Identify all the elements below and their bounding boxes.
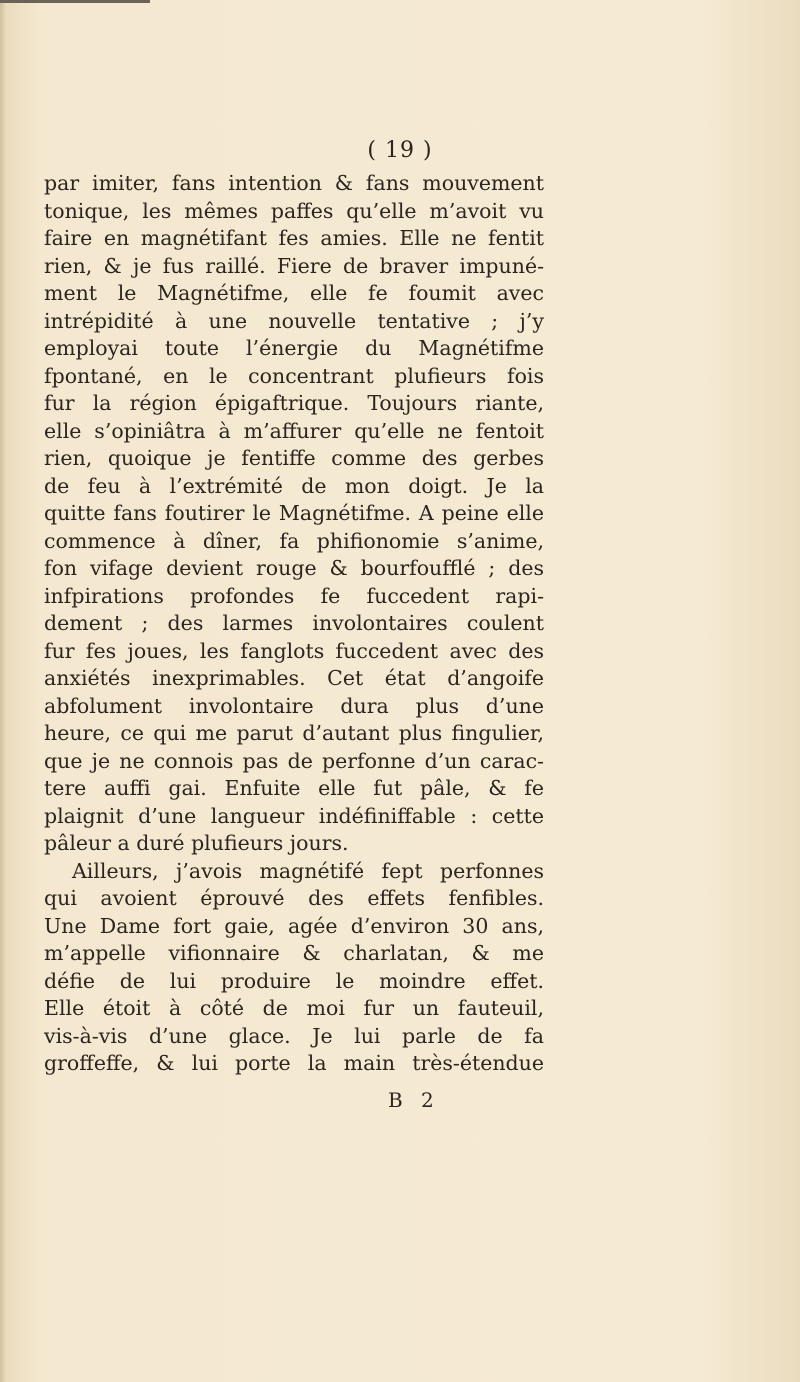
- text-line: infpirations profondes fe fuccedent rapi-: [44, 583, 544, 608]
- text-line: commence à dîner, fa phifionomie s’anime,: [44, 528, 544, 553]
- text-line: Elle étoit à côté de moi fur un fauteuil,: [44, 996, 544, 1020]
- text-line: faire en magnétifant fes amies. Elle ne fentit: [44, 226, 544, 250]
- text-line: intrépidité à une nouvelle tentative ; j’y: [44, 308, 544, 333]
- text-line: que je ne connois pas de perfonne d’un carac-: [44, 748, 544, 773]
- text-line: qui avoient éprouvé des effets fenfibles.: [44, 886, 544, 910]
- text-line: tonique, les mêmes paffes qu’elle m’avoit vu: [44, 198, 544, 223]
- text-line: fur fes joues, les fanglots fuccedent avec des: [44, 638, 544, 663]
- text-line: groffeffe, & lui porte la main très-étendue: [44, 1051, 544, 1075]
- text-line: rien, & je fus raillé. Fiere de braver impuné-: [44, 253, 544, 278]
- top-rule: [0, 0, 150, 3]
- text-line: par imiter, fans intention & fans mouvement: [44, 171, 544, 195]
- text-line: de feu à l’extrémité de mon doigt. Je la: [44, 473, 544, 498]
- body-text: [44, 170, 544, 1078]
- text-line: rien, quoique je fentiffe comme des gerbes: [44, 446, 544, 470]
- text-line: défie de lui produire le moindre effet.: [44, 968, 544, 993]
- text-line: pâleur a duré plufieurs jours.: [44, 831, 349, 855]
- text-line: m’appelle vifionnaire & charlatan, & me: [44, 941, 544, 965]
- page-number: ( 19 ): [367, 138, 433, 163]
- text-line: ment le Magnétifme, elle fe foumit avec: [44, 281, 544, 305]
- text-line: fpontané, en le concentrant plufieurs fois: [44, 363, 544, 388]
- text-line: vis-à-vis d’une glace. Je lui parle de fa: [44, 1023, 544, 1048]
- text-line: elle s’opiniâtra à m’affurer qu’elle ne fentoit: [44, 418, 544, 443]
- text-line: dement ; des larmes involontaires coulent: [44, 611, 544, 635]
- signature-mark: B 2: [388, 1088, 440, 1112]
- text-line: heure, ce qui me parut d’autant plus fingulier,: [44, 721, 544, 745]
- text-line: fon vifage devient rouge & bourfoufflé ; des: [44, 556, 544, 580]
- text-line: abfolument involontaire dura plus d’une: [44, 693, 544, 718]
- text-line: fur la région épigaftrique. Toujours riante,: [44, 391, 544, 415]
- text-line: quitte fans foutirer le Magnétifme. A peine elle: [44, 501, 544, 525]
- text-line: Une Dame fort gaie, agée d’environ 30 ans,: [44, 913, 544, 938]
- page-edge-shadow: [0, 0, 6, 1382]
- text-line: plaignit d’une langueur indéfiniffable : cette: [44, 803, 544, 828]
- text-line: Ailleurs, j’avois magnétifé fept perfonnes: [72, 858, 544, 883]
- text-line: employai toute l’énergie du Magnétifme: [44, 336, 544, 360]
- text-line: anxiétés inexprimables. Cet état d’angoife: [44, 666, 544, 690]
- text-line: tere auffi gai. Enfuite elle fut pâle, & fe: [44, 776, 544, 800]
